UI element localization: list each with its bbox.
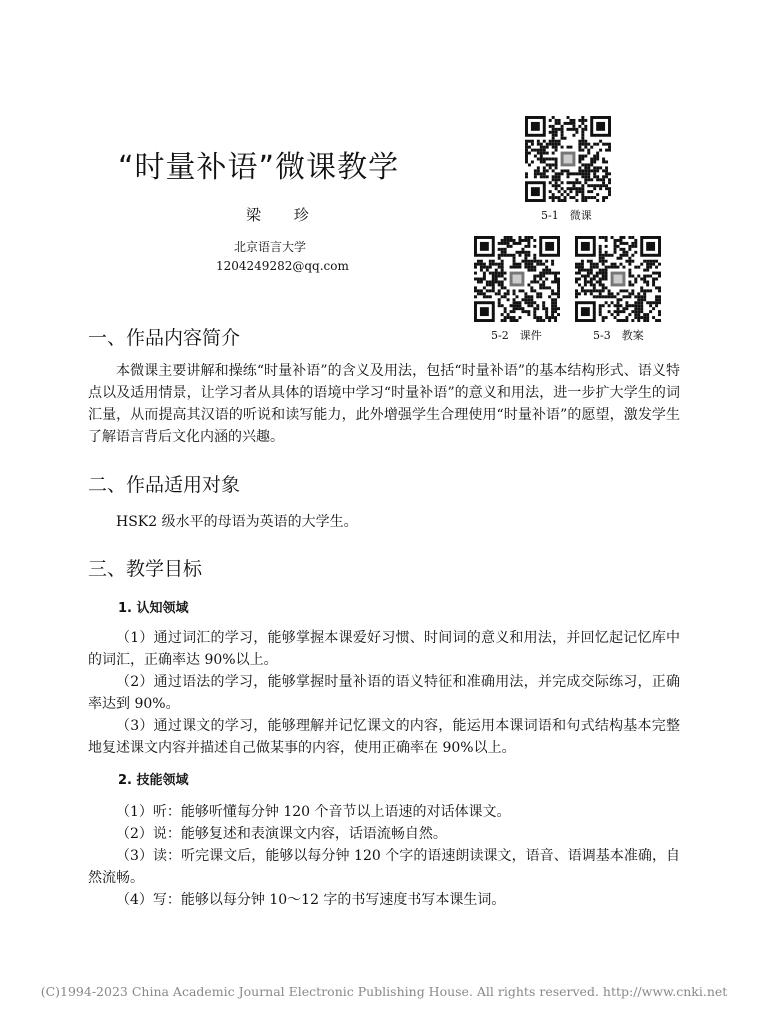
qr-caption: 5-2 课件 [491, 329, 542, 342]
qr-caption: 5-1 微课 [541, 209, 592, 222]
author-email: 1204249282@qq.com [216, 259, 349, 273]
author-name: 梁 珍 [246, 206, 323, 224]
paragraph: HSK2 级水平的母语为英语的大学生。 [116, 514, 358, 530]
affiliation: 北京语言大学 [234, 240, 307, 254]
page-title: “时量补语”微课教学 [118, 150, 400, 185]
list-item: （2）说：能够复述和表演课文内容，话语流畅自然。 [116, 826, 447, 842]
list-item: （1）通过词汇的学习，能够掌握本课爱好习惯、时间词的意义和用法，并回忆起记忆库中的词汇，正确率达 90%以上。 [88, 630, 680, 668]
qr-caption: 5-3 教案 [593, 329, 644, 342]
section-heading: 二、作品适用对象 [88, 474, 241, 496]
qr-code-image[interactable] [474, 236, 560, 322]
qr-code-image[interactable] [525, 116, 611, 202]
section-heading: 一、作品内容简介 [88, 327, 241, 349]
list-item: （4）写：能够以每分钟 10～12 字的书写速度书写本课生词。 [116, 892, 506, 908]
list-item: （2）通过语法的学习，能够掌握时量补语的语义特征和准确用法，并完成交际练习，正确率达到 90%。 [88, 674, 680, 712]
qr-code-image[interactable] [575, 236, 661, 322]
copyright-footer: (C)1994-2023 China Academic Journal Electronic Publishing House. All rights reserved. http://www.cnki.net [40, 984, 728, 999]
subsection-heading: 2. 技能领域 [118, 773, 189, 788]
list-item: （3）读：听完课文后，能够以每分钟 120 个字的语速朗读课文，语音、语调基本准确，自然流畅。 [88, 848, 680, 886]
list-item: （1）听：能够听懂每分钟 120 个音节以上语速的对话体课文。 [116, 804, 511, 820]
paragraph: 本微课主要讲解和操练“时量补语”的含义及用法，包括“时量补语”的基本结构形式、语义特点以及适用情景，让学习者从具体的语境中学习“时量补语”的意义和用法，进一步扩大学生的词汇量，从而提高其汉语的听说和读写能力，此外增强学生合理使用“时量补语”的愿望，激发学生了解语言背后文化内涵的兴趣。 [88, 363, 680, 445]
subsection-heading: 1. 认知领域 [118, 601, 189, 616]
list-item: （3）通过课文的学习，能够理解并记忆课文的内容，能运用本课词语和句式结构基本完整地复述课文内容并描述自己做某事的内容，使用正确率在 90%以上。 [88, 718, 680, 756]
section-heading: 三、教学目标 [88, 558, 203, 580]
